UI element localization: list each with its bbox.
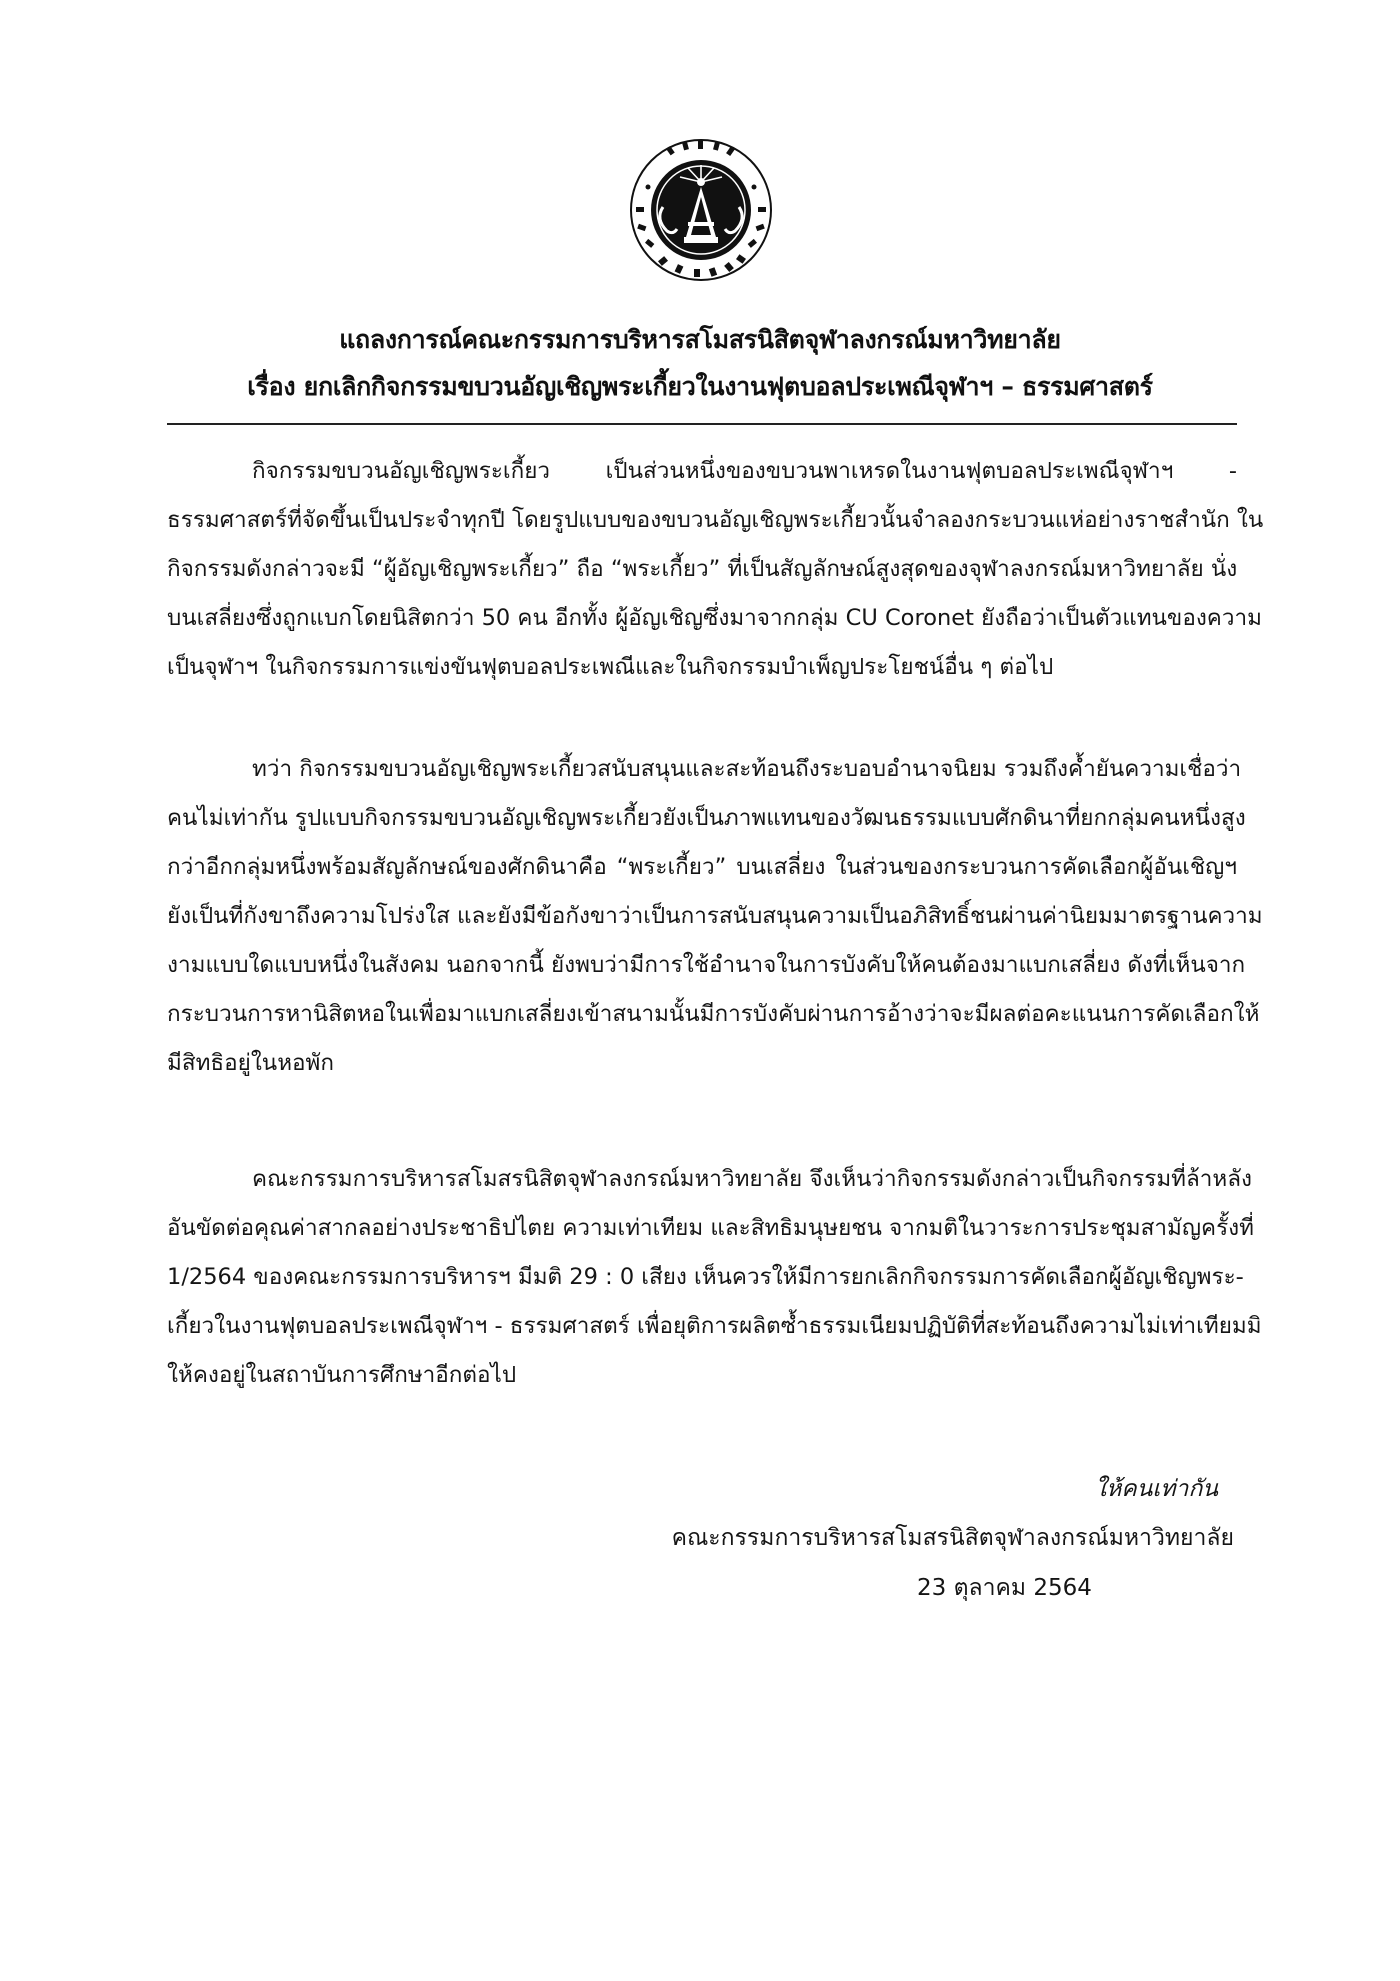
paragraph-line: กว่าอีกกลุ่มหนึ่งพร้อมสัญลักษณ์ของศักดินาคือ “พระเกี้ยว” บนเสลี่ยง ในส่วนของกระบวนการคัดเลือกผู้อันเชิญฯ bbox=[167, 854, 1237, 880]
paragraph-line: กระบวนการหานิสิตหอในเพื่อมาแบกเสลี่ยงเข้าสนามนั้นมีการบังคับผ่านการอ้างว่าจะมีผลต่อคะแนนการคัดเลือกให้ bbox=[167, 1001, 1260, 1027]
paragraph-line: เกี้ยวในงานฟุตบอลประเพณีจุฬาฯ - ธรรมศาสตร์ เพื่อยุติการผลิตซ้ำธรรมเนียมปฏิบัติที่สะท้อนถึงความไม่เท่าเทียมมิ bbox=[167, 1313, 1262, 1339]
paragraph-line: ทว่า กิจกรรมขบวนอัญเชิญพระเกี้ยวสนับสนุนและสะท้อนถึงระบอบอำนาจนิยม รวมถึงค้ำยันความเชื่อว่า bbox=[252, 756, 1242, 782]
paragraph-line: กิจกรรมดังกล่าวจะมี “ผู้อัญเชิญพระเกี้ยว” ถือ “พระเกี้ยว” ที่เป็นสัญลักษณ์สูงสุดของจุฬาลงกรณ์มหาวิทยาลัย นั่ง bbox=[167, 556, 1238, 582]
signature-organization: คณะกรรมการบริหารสโมสรนิสิตจุฬาลงกรณ์มหาวิทยาลัย bbox=[671, 1525, 1234, 1551]
paragraph-line: เป็นจุฬาฯ ในกิจกรรมการแข่งขันฟุตบอลประเพณีและในกิจกรรมบำเพ็ญประโยชน์อื่น ๆ ต่อไป bbox=[167, 654, 1054, 680]
paragraph-line: ยังเป็นที่กังขาถึงความโปร่งใส และยังมีข้อกังขาว่าเป็นการสนับสนุนความเป็นอภิสิทธิ์ชนผ่านค่านิยมมาตรฐานความ bbox=[167, 903, 1263, 929]
paragraph-line: 1/2564 ของคณะกรรมการบริหารฯ มีมติ 29 : 0 เสียง เห็นควรให้มีการยกเลิกกิจกรรมการคัดเลือกผู้อัญเชิญพระ- bbox=[167, 1264, 1244, 1290]
paragraph-line: กิจกรรมขบวนอัญเชิญพระเกี้ยว เป็นส่วนหนึ่งของขบวนพาเหรดในงานฟุตบอลประเพณีจุฬาฯ - bbox=[252, 458, 1237, 484]
paragraph-line: บนเสลี่ยงซึ่งถูกแบกโดยนิสิตกว่า 50 คน อีกทั้ง ผู้อัญเชิญซึ่งมาจากกลุ่ม CU Coronet ยังถือว่าเป็นตัวแทนของความ bbox=[167, 605, 1262, 631]
statement-title: แถลงการณ์คณะกรรมการบริหารสโมสรนิสิตจุฬาลงกรณ์มหาวิทยาลัย bbox=[339, 325, 1061, 354]
paragraph-line: งามแบบใดแบบหนึ่งในสังคม นอกจากนี้ ยังพบว่ามีการใช้อำนาจในการบังคับให้คนต้องมาแบกเสลี่ยง ดังที่เห็นจาก bbox=[167, 952, 1246, 978]
student-union-emblem-icon bbox=[628, 137, 774, 283]
paragraph-line: มีสิทธิอยู่ในหอพัก bbox=[167, 1050, 334, 1076]
paragraph-line: คณะกรรมการบริหารสโมสรนิสิตจุฬาลงกรณ์มหาวิทยาลัย จึงเห็นว่ากิจกรรมดังกล่าวเป็นกิจกรรมที่ล้าหลัง bbox=[252, 1166, 1253, 1192]
paragraph-line: ให้คงอยู่ในสถาบันการศึกษาอีกต่อไป bbox=[167, 1362, 517, 1388]
title-divider bbox=[167, 423, 1237, 425]
paragraph-line: คนไม่เท่ากัน รูปแบบกิจกรรมขบวนอัญเชิญพระเกี้ยวยังเป็นภาพแทนของวัฒนธรรมแบบศักดินาที่ยกกลุ่มคนหนึ่งสูง bbox=[167, 805, 1246, 831]
signature-motto: ให้คนเท่ากัน bbox=[1094, 1476, 1218, 1502]
signature-date: 23 ตุลาคม 2564 bbox=[917, 1575, 1092, 1601]
paragraph-line: อันขัดต่อคุณค่าสากลอย่างประชาธิปไตย ความเท่าเทียม และสิทธิมนุษยชน จากมติในวาระการประชุมสามัญครั้งที่ bbox=[167, 1215, 1254, 1241]
paragraph-line: ธรรมศาสตร์ที่จัดขึ้นเป็นประจำทุกปี โดยรูปแบบของขบวนอัญเชิญพระเกี้ยวนั้นจำลองกระบวนแห่อย่างราชสำนัก ใน bbox=[167, 507, 1264, 533]
statement-subject: เรื่อง ยกเลิกกิจกรรมขบวนอัญเชิญพระเกี้ยวในงานฟุตบอลประเพณีจุฬาฯ – ธรรมศาสตร์ bbox=[247, 372, 1153, 401]
